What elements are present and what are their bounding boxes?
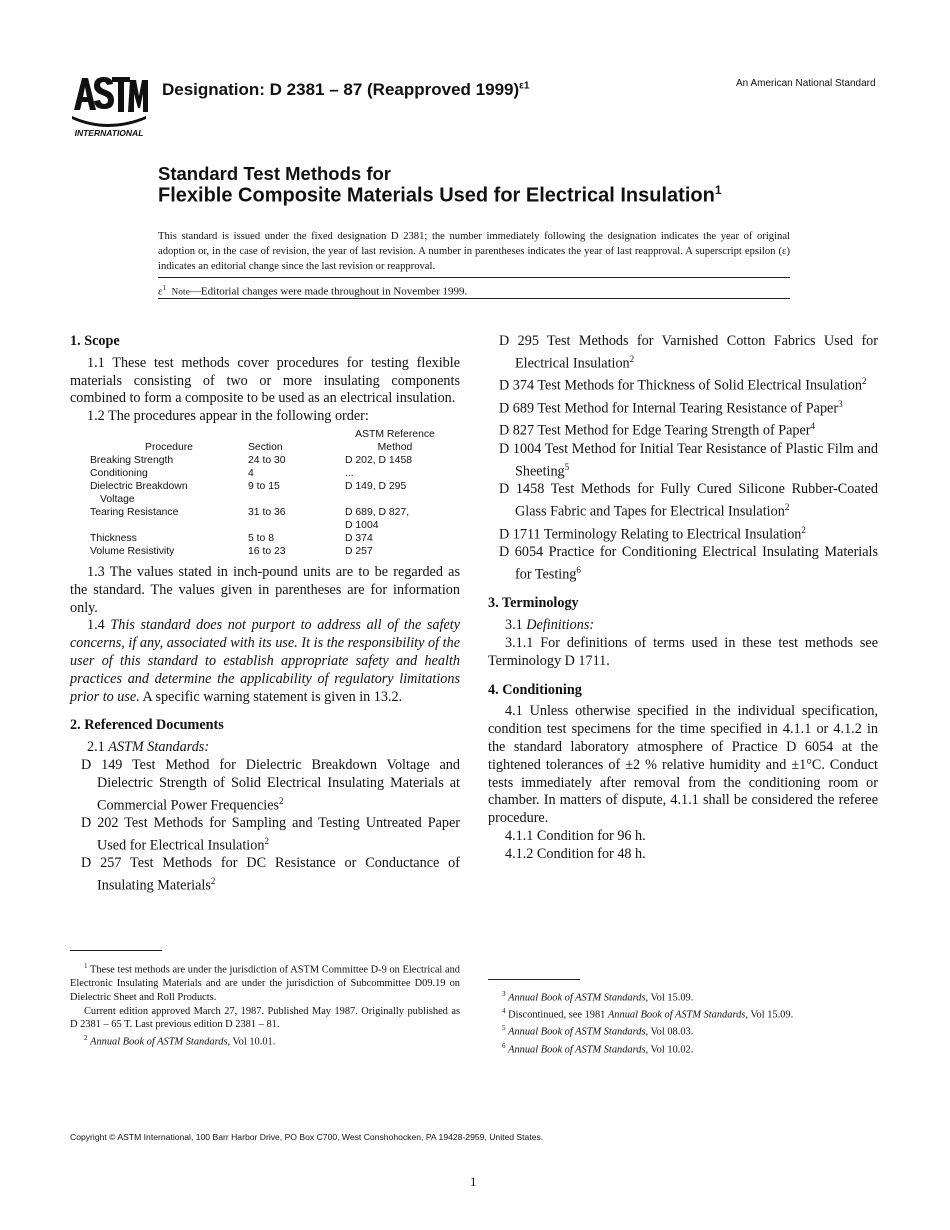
footnote-3: $^3$ Annual Book of ASTM Standards, Vol 15.09. [502, 990, 694, 1004]
procedure-table [90, 428, 445, 558]
footnotes-right [488, 988, 878, 1057]
footnote-1b: Current edition approved March 27, 1987. Published May 1987. Originally published as D 2381 – 65 T. Last previous edition D 2381 – 81. [70, 1005, 460, 1031]
footnote-6: $^6$ Annual Book of ASTM Standards, Vol 10.02. [502, 1041, 694, 1055]
footnote-2: $^2$ Annual Book of ASTM Standards, Vol 10.01. [84, 1033, 276, 1048]
table-row: Breaking Strength 24 to 30 D 202, D 1458 [90, 454, 413, 466]
designation: Designation: D 2381 – 87 (Reapproved 1999)$^{\varepsilon 1}$ [162, 80, 530, 99]
divider [158, 298, 790, 299]
referenced-documents-heading: 2. Referenced Documents [70, 717, 224, 734]
title-line-1: Standard Test Methods for [158, 163, 391, 184]
left-column [70, 333, 460, 896]
paragraph-4-1-2: 4.1.2 Condition for 48 h. [505, 845, 646, 862]
table-row: Volume Resistivity 16 to 23 D 257 [90, 545, 373, 557]
paragraph-2-1: 2.1 ASTM Standards: [87, 739, 210, 756]
scope-heading: 1. Scope [70, 333, 120, 349]
paragraph-4-1-1: 4.1.1 Condition for 96 h. [505, 828, 646, 844]
divider [158, 277, 790, 278]
reference-d257: D 257 Test Methods for DC Resistance or Conductance of Insulating Materials$^2$ [81, 855, 460, 894]
reference-d1004: D 1004 Test Method for Initial Tear Resistance of Plastic Film and Sheeting$^5$ [499, 440, 878, 480]
table-row: Conditioning 4 ... [90, 467, 354, 479]
reference-d202: D 202 Test Methods for Sampling and Testing Untreated Paper Used for Electrical Insulation$^2$ [81, 815, 460, 854]
reference-d1458: D 1458 Test Methods for Fully Cured Silicone Rubber-Coated Glass Fabric and Tapes for Electrical Insulation$^2$ [499, 481, 878, 520]
footnotes-left [70, 960, 460, 1049]
footnote-1: $^1$ These test methods are under the jurisdiction of ASTM Committee D-9 on Electrical and Electronic Insulating Materials and are under the jurisdiction of Subcommittee D09.19 on Dielectric Sheet and Roll Products. [70, 962, 460, 1003]
col-section: Section [248, 441, 283, 453]
footnote-rule [70, 950, 162, 951]
copyright: Copyright © ASTM International, 100 Barr Harbor Drive, PO Box C700, West Conshohocken, PA 19428-2959, United States. [70, 1132, 544, 1142]
paragraph-3-1-1: 3.1.1 For definitions of terms used in these test methods see Terminology D 1711. [488, 635, 878, 669]
table-row: Dielectric Breakdown Voltage 9 to 15 D 149, D 295 [90, 480, 407, 505]
reference-d295: D 295 Test Methods for Varnished Cotton Fabrics Used for Electrical Insulation$^2$ [499, 333, 878, 372]
footnote-4: $^4$ Discontinued, see 1981 Annual Book of ASTM Standards, Vol 15.09. [502, 1007, 794, 1021]
svg-text:INTERNATIONAL: INTERNATIONAL [74, 128, 144, 138]
footnote-rule [488, 979, 580, 980]
paragraph-1-4: 1.4 This standard does not purport to address all of the safety concerns, if any, associated with its use. It is the responsibility of the user of this standard to establish appropriate safety and health practices and determine the applicability of regulatory limitations prior to use. A specific warning statement is given in 13.2. [70, 617, 460, 705]
editorial-note: $\varepsilon^1$ Note—Editorial changes were made throughout in November 1999. [158, 284, 468, 298]
col-procedure: Procedure [145, 441, 193, 453]
reference-d6054: D 6054 Practice for Conditioning Electrical Insulating Materials for Testing$^6$ [499, 544, 878, 583]
paragraph-1-3: 1.3 The values stated in inch-pound units are to be regarded as the standard. The values given in parentheses are for information only. [70, 563, 460, 616]
reference-d689: D 689 Test Method for Internal Tearing Resistance of Paper$^3$ [499, 398, 843, 417]
conditioning-heading: 4. Conditioning [488, 681, 582, 698]
reference-d149: D 149 Test Method for Dielectric Breakdown Voltage and Dielectric Strength of Solid Electrical Insulating Materials at Commercial Power Frequencies$^2$ [81, 756, 460, 814]
table-row: Tearing Resistance 31 to 36 D 689, D 827, D 1004 [90, 506, 410, 531]
footnote-5: $^5$ Annual Book of ASTM Standards, Vol 08.03. [502, 1024, 694, 1038]
reference-d827: D 827 Test Method for Edge Tearing Strength of Paper$^4$ [499, 421, 816, 440]
paragraph-4-1: 4.1 Unless otherwise specified in the individual specification, condition test specimens for the time specified in 4.1.1 or 4.1.2 in the standard laboratory atmosphere of Practice D 6054 at the tightened tolerances of ±2 % relative humidity and ±1°C. Conduct tests immediately after removal from the conditioning room or chamber. In matters of dispute, 4.1.1 shall be considered the referee procedure. [488, 703, 878, 827]
col-reference: ASTM Reference Method [355, 428, 435, 453]
issued-statement: This standard is issued under the fixed designation D 2381; the number immediately following the designation indicates the year of original adoption or, in the case of revision, the year of last revision. A number in parentheses indicates the year of last reapproval. A superscript epsilon (ε) indicates an editorial change since the last revision or reapproval. [158, 231, 790, 272]
terminology-heading: 3. Terminology [488, 595, 579, 612]
reference-d374: D 374 Test Methods for Thickness of Solid Electrical Insulation$^2$ [499, 376, 867, 395]
table-row: Thickness 5 to 8 D 374 [90, 532, 373, 544]
reference-d1711: D 1711 Terminology Relating to Electrical Insulation$^2$ [499, 524, 806, 543]
right-column [488, 333, 878, 864]
national-standard-label: An American National Standard [736, 78, 876, 89]
paragraph-1-2: 1.2 The procedures appear in the following order: [87, 408, 369, 425]
title-line-2: Flexible Composite Materials Used for Electrical Insulation$^1$ [158, 183, 722, 207]
paragraph-1-1: 1.1 These test methods cover procedures for testing flexible materials consisting of two or more insulating components combined to form a composite to be used as an electrical insulation. [70, 354, 460, 407]
paragraph-3-1: 3.1 Definitions: [505, 617, 595, 634]
astm-logo [68, 72, 150, 138]
page-number: 1 [470, 1174, 477, 1189]
astm-logo-icon [68, 72, 150, 138]
